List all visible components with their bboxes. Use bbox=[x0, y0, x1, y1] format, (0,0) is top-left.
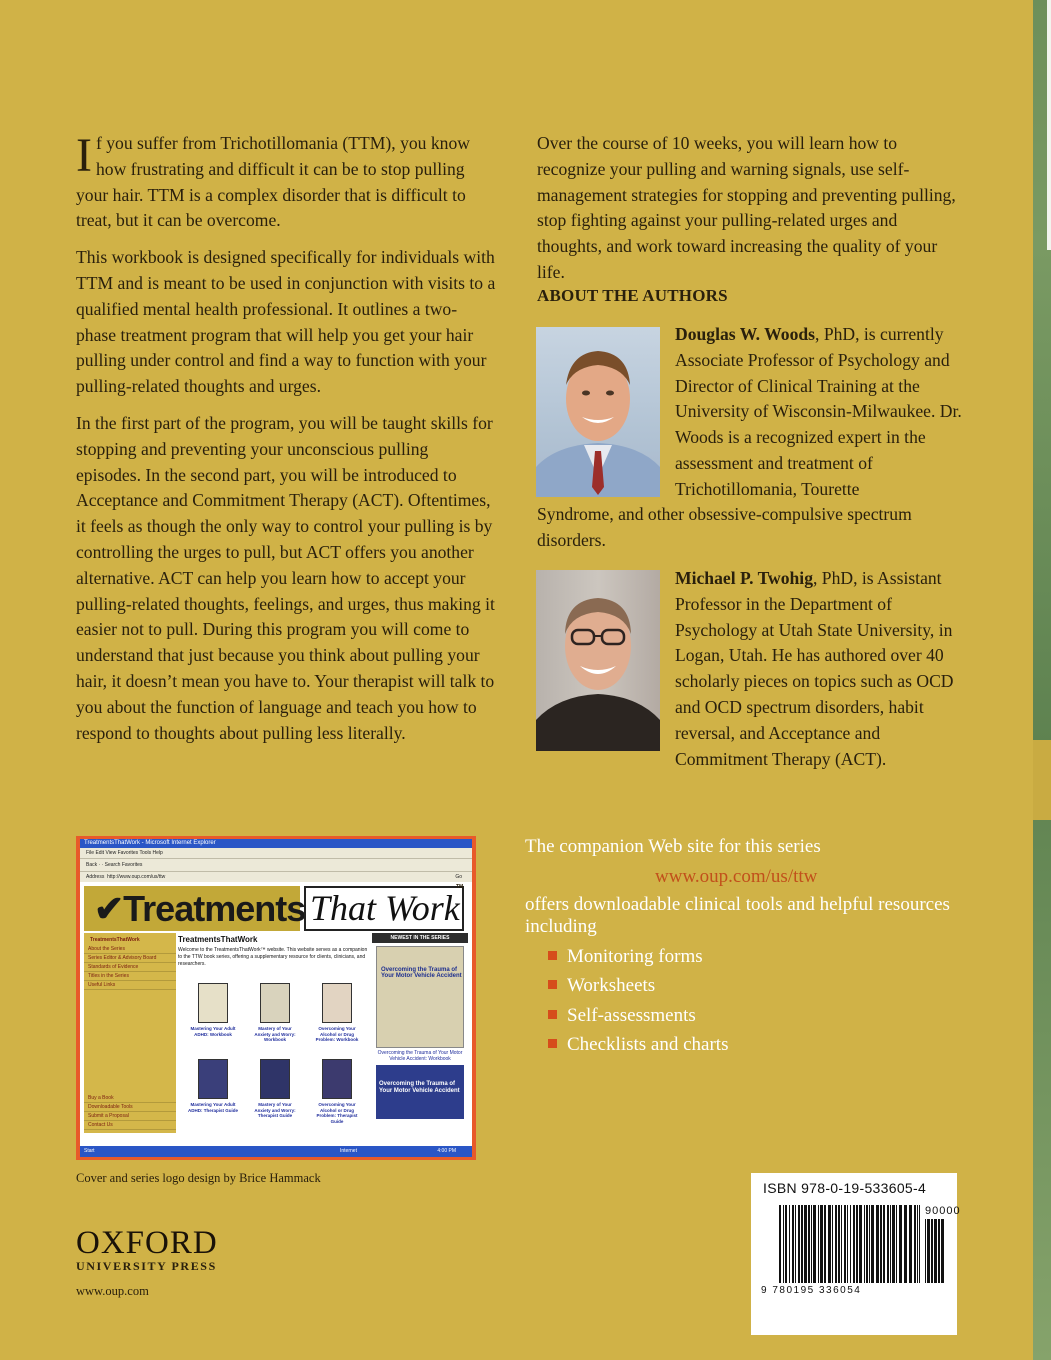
book-caption: Mastering Your Adult ADHD: Workbook bbox=[190, 1026, 236, 1037]
newest-caption: Overcoming the Trauma of Your Motor Vehicle Accident: Workbook bbox=[377, 1050, 463, 1062]
address-value: http://www.oup.com/us/ttw bbox=[107, 874, 166, 880]
bullet-square-icon bbox=[548, 980, 557, 989]
browser-title-bar: TreatmentsThatWork - Microsoft Internet Explorer bbox=[80, 839, 472, 848]
drop-cap: I bbox=[76, 129, 92, 182]
course-paragraph: Over the course of 10 weeks, you will learn how to recognize your pulling and warning signals, use self-management strategies for stopping and preventing pulling, stop fighting against your pulling-related urges and thoughts, and work toward increasing the quality of your life. bbox=[537, 133, 956, 282]
author1-bio: Douglas W. Woods, PhD, is currently Associate Professor of Psychology and Director of Clinical Training at the University of Wisconsin-Milwaukee. Dr. Woods is a recognized expert in the assessment and treatment of Trichotillomania, Tourette bbox=[675, 324, 962, 499]
list-item: Monitoring forms bbox=[548, 942, 728, 971]
newest-cover-2: Overcoming the Trauma of Your Motor Vehicle Accident bbox=[376, 1065, 464, 1119]
book-cover bbox=[260, 983, 290, 1023]
resource-list bbox=[548, 942, 728, 1059]
sidebar-item: About the Series bbox=[84, 945, 176, 954]
trademark: TM bbox=[456, 884, 464, 890]
sidebar-item: Titles in the Series bbox=[84, 972, 176, 981]
intro-paragraph: If you suffer from Trichotillomania (TTM), you know how frustrating and difficult it can be to stop pulling your hair. TTM is a complex disorder that is difficult to treat, but it can be overcome. bbox=[76, 129, 470, 231]
sidebar-item: Buy a Book bbox=[84, 1094, 176, 1103]
website-screenshot bbox=[76, 836, 476, 1160]
author1-name: Douglas W. Woods bbox=[675, 324, 816, 344]
newest-cover: Overcoming the Trauma of Your Motor Vehicle Accident bbox=[376, 946, 464, 1048]
companion-line1: The companion Web site for this series bbox=[525, 836, 821, 857]
browser-address-bar: Address http://www.oup.com/us/ttw Go bbox=[80, 871, 472, 882]
go-button: Go bbox=[455, 874, 462, 880]
sidebar-head: TreatmentsThatWork bbox=[90, 937, 140, 943]
book-cover bbox=[322, 1059, 352, 1099]
sidebar-item: Series Editor & Advisory Board bbox=[84, 954, 176, 963]
isbn-barcode-box bbox=[751, 1173, 961, 1335]
about-authors-heading: ABOUT THE AUTHORS bbox=[537, 286, 728, 305]
book-caption: Overcoming Your Alcohol or Drug Problem: Workbook bbox=[315, 1026, 359, 1042]
bullet-square-icon bbox=[548, 1010, 557, 1019]
book-cover bbox=[198, 983, 228, 1023]
author1-bio-continued: Syndrome, and other obsessive-compulsive spectrum disorders. bbox=[537, 504, 912, 550]
book-spine bbox=[1033, 0, 1051, 1360]
browser-menu-bar: File Edit View Favorites Tools Help bbox=[80, 848, 472, 858]
university-press: UNIVERSITY PRESS bbox=[76, 1259, 217, 1273]
book-cover bbox=[198, 1059, 228, 1099]
publisher-url: www.oup.com bbox=[76, 1284, 149, 1298]
bullet-square-icon bbox=[548, 1039, 557, 1048]
ttw-banner bbox=[80, 882, 472, 933]
sidebar-item: Useful Links bbox=[84, 981, 176, 990]
book-caption: Overcoming Your Alcohol or Drug Problem: Therapist Guide bbox=[316, 1102, 358, 1124]
companion-url: www.oup.com/us/ttw bbox=[655, 866, 818, 887]
oxford-logo: OXFORD bbox=[76, 1225, 218, 1261]
book-cover bbox=[260, 1059, 290, 1099]
site-body bbox=[80, 933, 472, 1133]
bullet-square-icon bbox=[548, 951, 557, 960]
companion-line3: offers downloadable clinical tools and helpful resources including bbox=[525, 894, 950, 937]
author-photo-woods bbox=[536, 327, 660, 497]
book-caption: Mastery of Your Anxiety and Worry: Therapist Guide bbox=[254, 1102, 296, 1118]
program-paragraph: In the first part of the program, you will be taught skills for stopping and preventing your unconscious pulling episodes. In the second part, you will be introduced to Acceptance and Commitment Therapy (ACT). Oftentimes, it feels as though the only way to control your pulling is by controlling the urges to pull, but ACT offers you another alternative. ACT can help you learn how to accept your pulling-related thoughts, feelings, and urges, thus making it easier not to pull. During this program you will come to understand that just because you think about pulling your hair, it doesn’t mean you have to. Your therapist will talk to you about the function of language and teach you how to respond to thoughts about pulling less literally. bbox=[76, 412, 495, 743]
sidebar-item: Standards of Evidence bbox=[84, 963, 176, 972]
left-column bbox=[76, 131, 496, 757]
book-cover bbox=[322, 983, 352, 1023]
sidebar-item: Submit a Proposal bbox=[84, 1112, 176, 1121]
banner-treatments: ✔Treatments bbox=[84, 886, 300, 931]
ean-digits: 9 780195 336054 bbox=[761, 1285, 862, 1296]
site-sidebar bbox=[84, 933, 176, 1133]
isbn-number: ISBN 978-0-19-533605-4 bbox=[763, 1180, 927, 1196]
barcode-icon bbox=[779, 1205, 921, 1283]
addon-barcode-icon bbox=[925, 1219, 947, 1283]
book-caption: Mastery of Your Anxiety and Worry: Workbook bbox=[254, 1026, 296, 1042]
price-code: 90000 bbox=[925, 1205, 961, 1217]
list-item: Self-assessments bbox=[548, 1001, 728, 1030]
sidebar-item: Downloadable Tools bbox=[84, 1103, 176, 1112]
author-photo-twohig bbox=[536, 570, 660, 751]
banner-that-work: That Work bbox=[304, 886, 464, 931]
author2-name: Michael P. Twohig bbox=[675, 568, 813, 588]
newest-head: NEWEST IN THE SERIES bbox=[372, 933, 468, 943]
cover-credit: Cover and series logo design by Brice Hammack bbox=[76, 1171, 321, 1185]
newest-in-series bbox=[372, 933, 468, 1133]
taskbar: Start Internet 4:00 PM bbox=[80, 1146, 472, 1157]
site-content bbox=[178, 933, 368, 1133]
list-item: Worksheets bbox=[548, 971, 728, 1000]
content-text: Welcome to the TreatmentsThatWork™ website. This website serves as a companion to the TTW book series, offering a supplementary resource for clients, clinicians, and researchers. bbox=[178, 947, 368, 967]
author2-bio: Michael P. Twohig, PhD, is Assistant Professor in the Department of Psychology at Utah State University, in Logan, Utah. He has authored over 40 scholarly pieces on topics such as OCD and OCD spectrum disorders, habit reversal, and Acceptance and Commitment Therapy (ACT). bbox=[675, 568, 954, 769]
browser-toolbar: Back · · Search Favorites bbox=[80, 858, 472, 871]
list-item: Checklists and charts bbox=[548, 1030, 728, 1059]
sidebar-item: Contact Us bbox=[84, 1121, 176, 1130]
content-title: TreatmentsThatWork bbox=[178, 935, 258, 944]
workbook-paragraph: This workbook is designed specifically for individuals with TTM and is meant to be used in conjunction with visits to a qualified mental health professional. It outlines a two-phase treatment program that will help you get your hair pulling under control and find a way to function with your pulling-related thoughts and urges. bbox=[76, 247, 496, 397]
book-caption: Mastering Your Adult ADHD: Therapist Guide bbox=[188, 1102, 239, 1113]
right-column-top bbox=[537, 131, 957, 286]
